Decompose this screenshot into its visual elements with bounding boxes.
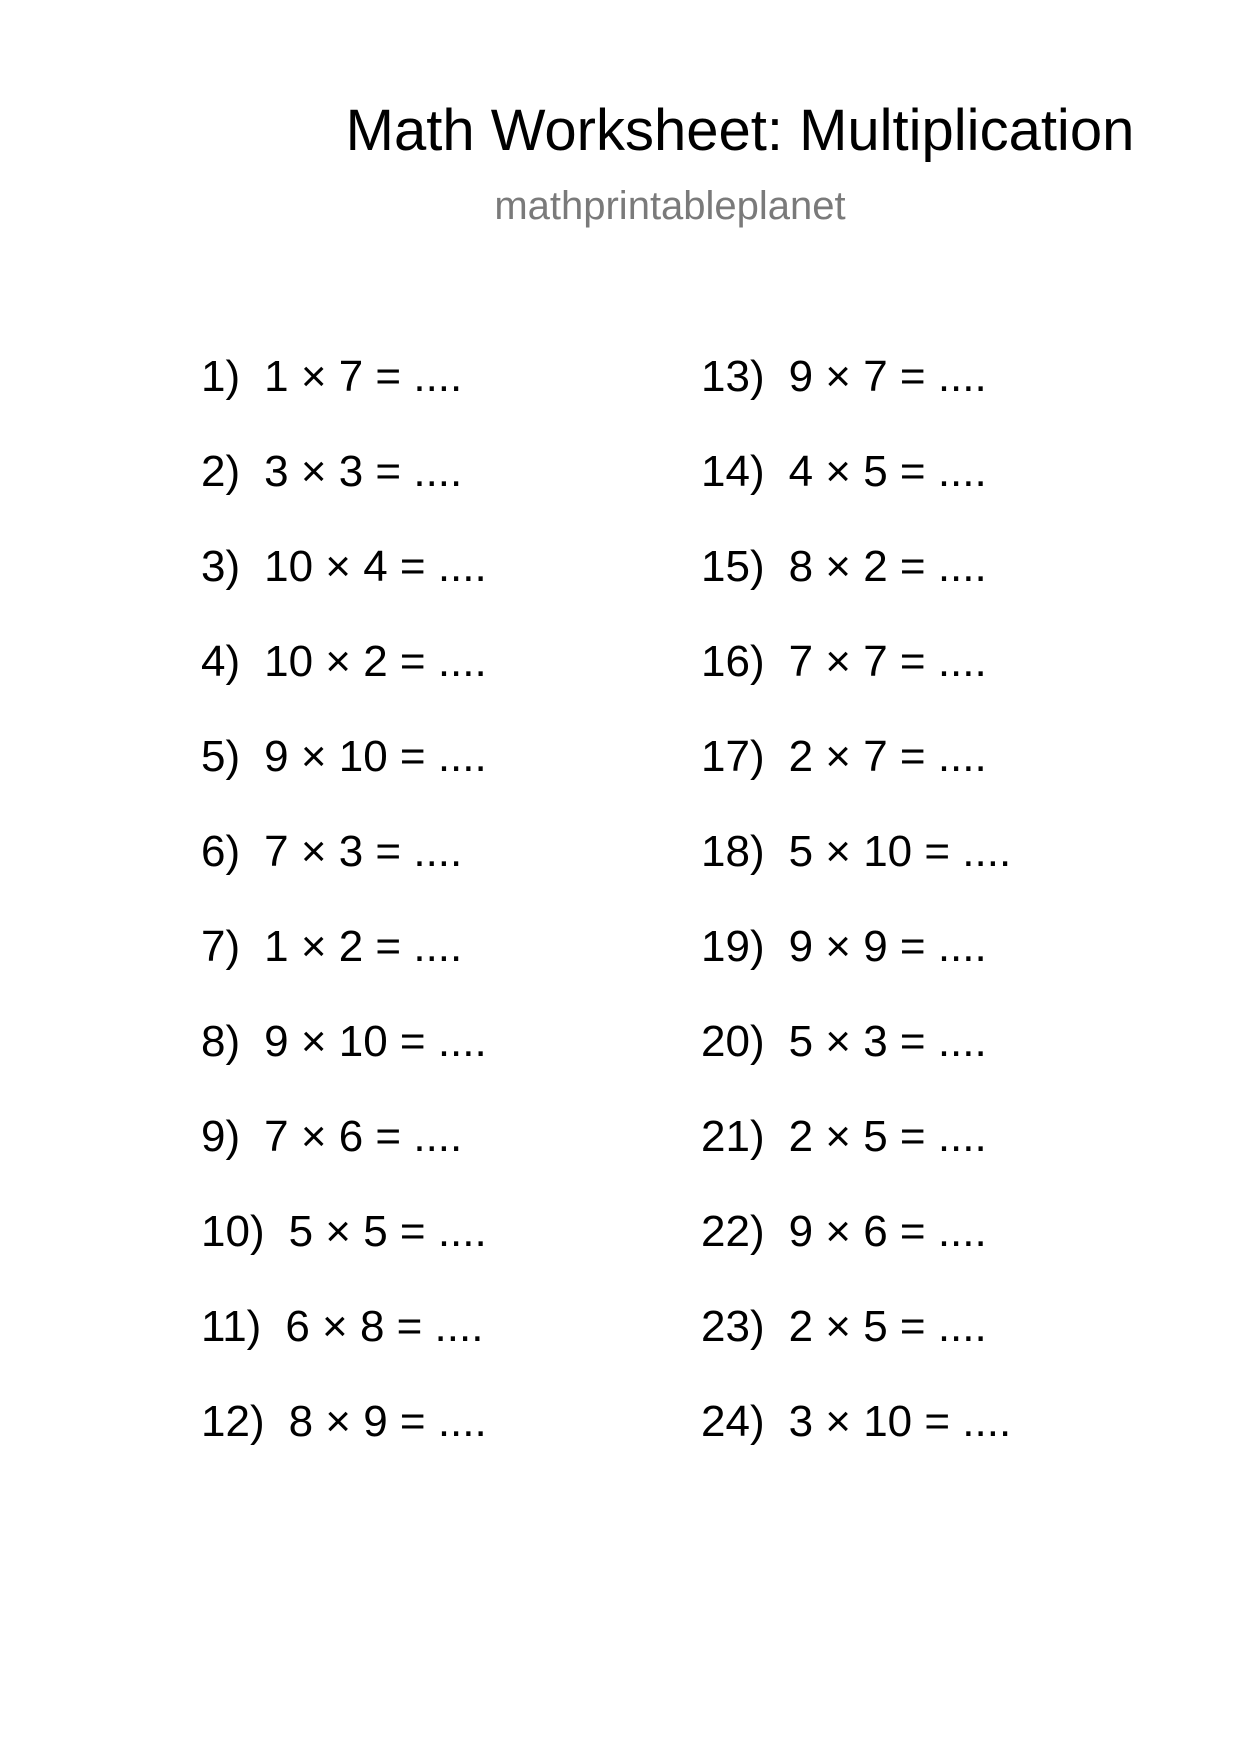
problem-expression: 3 × 10 = .... — [788, 1397, 1012, 1446]
problem-expression: 10 × 2 = .... — [264, 637, 487, 686]
problem-15 — [701, 541, 1101, 636]
problem-expression: 7 × 6 = .... — [264, 1112, 463, 1161]
problem-2 — [201, 446, 601, 541]
problem-number: 12) — [201, 1397, 265, 1446]
problem-number: 7) — [201, 922, 241, 971]
problem-number: 9) — [201, 1112, 241, 1161]
problem-expression: 1 × 2 = .... — [264, 922, 463, 971]
problem-3 — [201, 541, 601, 636]
problem-14 — [701, 446, 1101, 541]
problem-23 — [701, 1301, 1101, 1396]
problem-number: 1) — [201, 352, 241, 401]
problem-expression: 5 × 3 = .... — [788, 1017, 987, 1066]
problem-12 — [201, 1396, 601, 1491]
problem-column-left — [201, 351, 601, 1491]
worksheet-title: Math Worksheet: Multiplication — [345, 98, 1135, 163]
problem-number: 2) — [201, 447, 241, 496]
problem-expression: 9 × 10 = .... — [264, 1017, 487, 1066]
problem-5 — [201, 731, 601, 826]
problem-expression: 7 × 3 = .... — [264, 827, 463, 876]
problem-16 — [701, 636, 1101, 731]
problem-expression: 4 × 5 = .... — [788, 447, 987, 496]
problem-expression: 2 × 7 = .... — [788, 732, 987, 781]
problem-expression: 1 × 7 = .... — [264, 352, 463, 401]
problem-number: 11) — [201, 1302, 262, 1351]
problem-10 — [201, 1206, 601, 1301]
problem-expression: 3 × 3 = .... — [264, 447, 463, 496]
problem-column-right — [701, 351, 1101, 1491]
problem-expression: 9 × 6 = .... — [788, 1207, 987, 1256]
problem-number: 20) — [701, 1017, 765, 1066]
problem-expression: 5 × 10 = .... — [788, 827, 1012, 876]
problem-22 — [701, 1206, 1101, 1301]
problem-7 — [201, 921, 601, 1016]
problem-expression: 8 × 2 = .... — [788, 542, 987, 591]
problem-4 — [201, 636, 601, 731]
problem-expression: 9 × 7 = .... — [788, 352, 987, 401]
problem-number: 6) — [201, 827, 241, 876]
problem-number: 23) — [701, 1302, 765, 1351]
problem-expression: 7 × 7 = .... — [788, 637, 987, 686]
problem-number: 24) — [701, 1397, 765, 1446]
problem-number: 4) — [201, 637, 241, 686]
problem-expression: 6 × 8 = .... — [285, 1302, 484, 1351]
problem-number: 5) — [201, 732, 241, 781]
problem-19 — [701, 921, 1101, 1016]
problem-number: 21) — [701, 1112, 765, 1161]
problem-number: 17) — [701, 732, 765, 781]
problem-1 — [201, 351, 601, 446]
problem-number: 3) — [201, 542, 241, 591]
problem-8 — [201, 1016, 601, 1111]
problem-expression: 8 × 9 = .... — [288, 1397, 487, 1446]
problem-17 — [701, 731, 1101, 826]
problem-18 — [701, 826, 1101, 921]
problem-21 — [701, 1111, 1101, 1206]
problem-number: 10) — [201, 1207, 265, 1256]
problem-expression: 9 × 9 = .... — [788, 922, 987, 971]
problem-number: 18) — [701, 827, 765, 876]
problem-number: 13) — [701, 352, 765, 401]
problem-13 — [701, 351, 1101, 446]
problem-20 — [701, 1016, 1101, 1111]
problem-expression: 2 × 5 = .... — [788, 1302, 987, 1351]
problem-expression: 5 × 5 = .... — [288, 1207, 487, 1256]
problem-number: 15) — [701, 542, 765, 591]
worksheet-subtitle: mathprintableplanet — [494, 184, 846, 228]
problem-number: 14) — [701, 447, 765, 496]
problem-24 — [701, 1396, 1101, 1491]
problem-number: 8) — [201, 1017, 241, 1066]
problem-expression: 2 × 5 = .... — [788, 1112, 987, 1161]
problem-number: 22) — [701, 1207, 765, 1256]
problem-expression: 10 × 4 = .... — [264, 542, 487, 591]
problem-number: 19) — [701, 922, 765, 971]
problem-number: 16) — [701, 637, 765, 686]
problem-9 — [201, 1111, 601, 1206]
problem-6 — [201, 826, 601, 921]
problem-11 — [201, 1301, 601, 1396]
problem-expression: 9 × 10 = .... — [264, 732, 487, 781]
